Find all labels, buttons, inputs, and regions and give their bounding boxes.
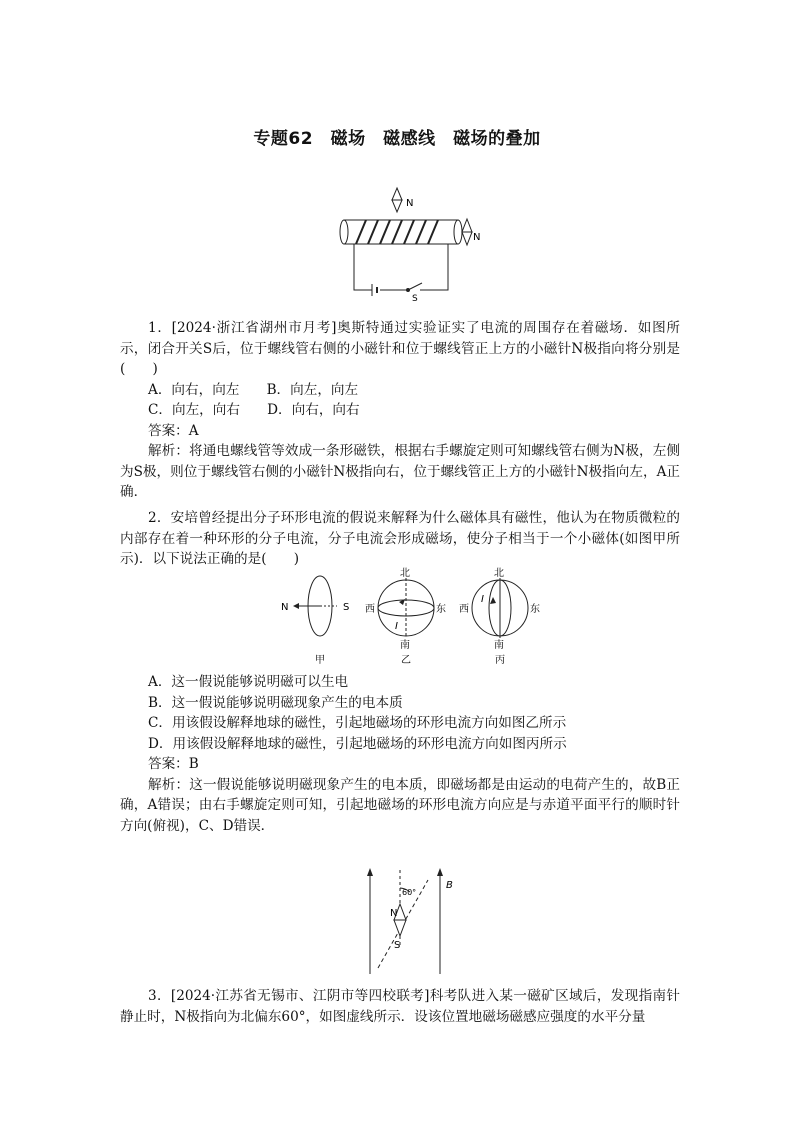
solenoid-figure [330, 186, 490, 304]
bing-caption: 丙 [495, 655, 505, 666]
q1-stem: 1．[2024·浙江省湖州市月考]奥斯特通过实验证实了电流的周围存在着磁场．如图所示，闭合开关S后，位于螺线管右侧的小磁针和位于螺线管正上方的小磁针N极指向将分别是( ) [120, 320, 680, 377]
q1-option: C．向左，向右 D．向右，向右 [148, 402, 360, 418]
yi-caption: 乙 [401, 655, 411, 666]
current-loop-figures [275, 566, 555, 670]
q1-option: A．向右，向左 B．向左，向左 [148, 381, 359, 398]
bing-west-label: 西 [459, 604, 469, 615]
jia-caption: 甲 [315, 655, 325, 666]
q2-option: D．用该假设解释地球的磁性，引起地磁场的环形电流方向如图丙所示 [148, 735, 567, 752]
compass-top-n-label: N [406, 198, 414, 209]
q3-stem: 3．[2024·江苏省无锡市、江阴市等四校联考]科考队进入某一磁矿区域后，发现指南针静止时，N极指向为北偏东60°，如图虚线所示．设该位置地磁场磁感应强度的水平分量 [120, 988, 680, 1025]
field-b-label: B [446, 880, 453, 891]
yi-north-label: 北 [400, 568, 410, 579]
switch-label: S [412, 294, 418, 304]
yi-east-label: 东 [436, 604, 446, 615]
compass-field-figure [360, 866, 460, 976]
jia-s-label: S [343, 602, 350, 613]
jia-n-label: N [281, 602, 289, 613]
q2-option: A．这一假说能够说明磁可以生电 [148, 674, 349, 690]
q2-stem: 2．安培曾经提出分子环形电流的假说来解释为什么磁体具有磁性，他认为在物质微粒的内部存在着一种环形的分子电流，分子电流会形成磁场，使分子相当于一个小磁体(如图甲所示)．以下说法正确的是( ) [120, 510, 680, 567]
needle-s-label: S [394, 940, 401, 951]
q2-option: C．用该假设解释地球的磁性，引起地磁场的环形电流方向如图乙所示 [148, 715, 567, 731]
angle-label: 60° [402, 888, 417, 897]
q2-analysis: 解析：这一假说能够说明磁现象产生的电本质，即磁场都是由运动的电荷产生的，故B正确，A错误；由右手螺旋定则可知，引起地磁场的环形电流方向应是与赤道平面平行的顺时针方向(俯视)，C、D错误． [120, 776, 680, 834]
q1-analysis: 解析：将通电螺线管等效成一条形磁铁，根据右手螺旋定则可知螺线管右侧为N极，左侧为S极，则位于螺线管右侧的小磁针N极指向右，位于螺线管正上方的小磁针N极指向左，A正确． [120, 443, 680, 500]
bing-south-label: 南 [494, 640, 504, 651]
bing-current-label: I [481, 594, 484, 605]
yi-south-label: 南 [400, 640, 410, 651]
compass-right-n-label: N [473, 232, 481, 243]
bing-east-label: 东 [530, 604, 540, 615]
q1-answer: 答案：A [148, 422, 199, 439]
page-title: 专题62 磁场 磁感线 磁场的叠加 [253, 129, 541, 149]
yi-current-label: I [395, 621, 398, 632]
q2-option: B．这一假说能够说明磁现象产生的电本质 [148, 694, 403, 711]
q2-answer: 答案：B [148, 756, 199, 772]
bing-north-label: 北 [494, 568, 504, 579]
needle-n-label: N [390, 908, 398, 919]
yi-west-label: 西 [365, 604, 375, 615]
